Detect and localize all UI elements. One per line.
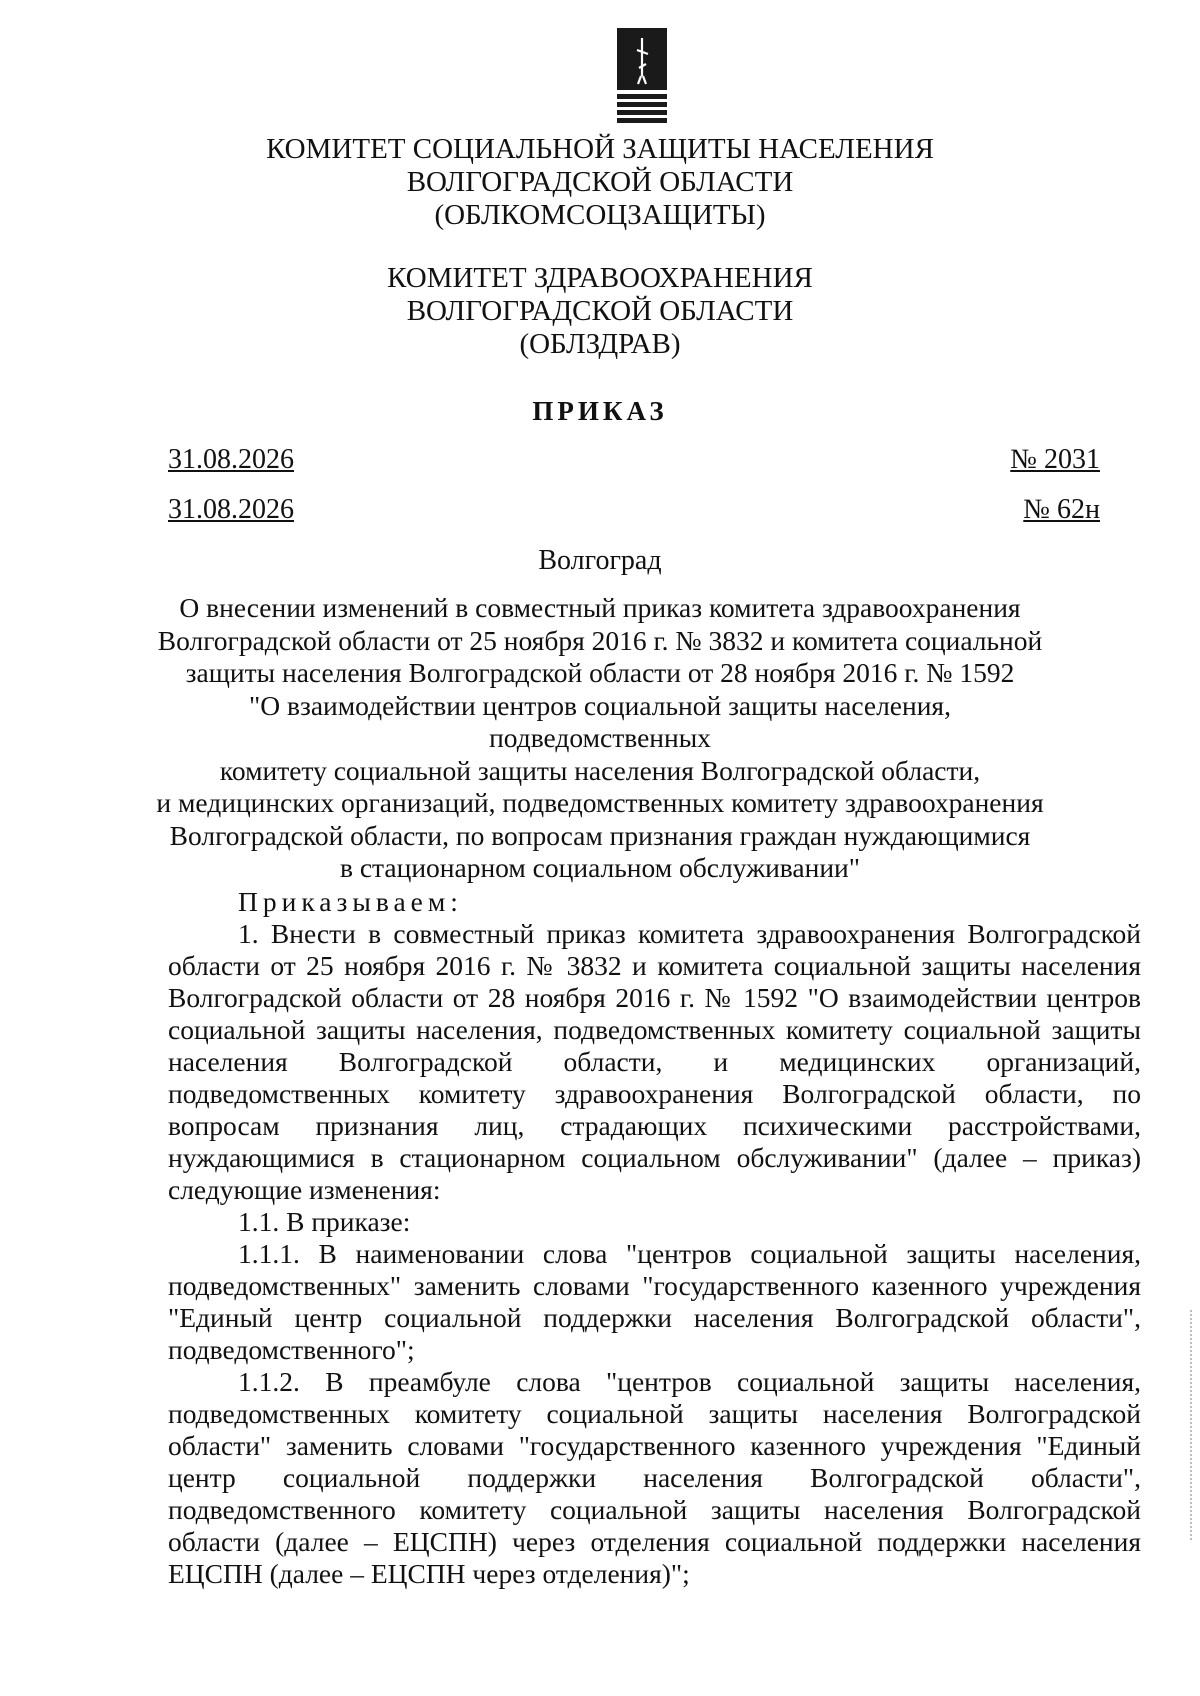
subject-line: О внесении изменений в совместный приказ комитета здравоохранения xyxy=(179,592,1021,623)
body-paragraph: 1.1. В приказе: xyxy=(238,1206,411,1237)
order-body xyxy=(168,886,1141,1590)
org1-line: ВОЛГОГРАДСКОЙ ОБЛАСТИ xyxy=(406,166,794,198)
order-word: Приказываем: xyxy=(238,886,463,917)
registration-number: № 62н xyxy=(1023,494,1100,525)
registration-date: 31.08.2026 xyxy=(168,444,294,475)
subject-line: Волгоградской области, по вопросам признания граждан нуждающимися xyxy=(169,819,1031,851)
registration-date: 31.08.2026 xyxy=(168,494,294,525)
city-name: Волгоград xyxy=(538,545,662,576)
organization-1-heading xyxy=(0,133,1200,232)
subject-line: и медицинских организаций, подведомственных комитету здравоохранения xyxy=(156,787,1044,818)
subject-line: "О взаимодействии центров социальной защиты населения, подведомственных xyxy=(249,689,951,753)
org2-line: (ОБЛЗДРАВ) xyxy=(519,328,681,360)
org2-line: КОМИТЕТ ЗДРАВООХРАНЕНИЯ xyxy=(387,262,813,294)
org1-line: (ОБЛКОМСОЦЗАЩИТЫ) xyxy=(434,199,766,231)
subject-line: комитету социальной защиты населения Волгоградской области, xyxy=(219,754,981,786)
order-subject xyxy=(150,592,1050,885)
document-type-title: ПРИКАЗ xyxy=(532,396,668,426)
subject-line: защиты населения Волгоградской области от 28 ноября 2016 г. № 1592 xyxy=(185,657,1015,688)
coat-of-arms-emblem xyxy=(617,28,667,128)
subject-line: Волгоградской области от 25 ноября 2016 г. № 3832 и комитета социальной xyxy=(157,624,1043,656)
subject-line: в стационарном социальном обслуживании" xyxy=(339,852,860,883)
org2-line: ВОЛГОГРАДСКОЙ ОБЛАСТИ xyxy=(406,295,794,327)
body-paragraph: 1.1.1. В наименовании слова "центров социальной защиты населения, подведомственных" заменить словами "государственного казенного учреждения "Единый центр социальной поддержки населения Волгоградской области", подведомственного"; xyxy=(168,1238,1141,1365)
body-paragraph: 1. Внести в совместный приказ комитета здравоохранения Волгоградской области от 25 ноября 2016 г. № 3832 и комитета социальной защиты населения Волгоградской области от 28 ноября 2016 г. № 1592 "О взаимодействии центров социальной защиты населения, подведомственных комитету социальной защиты населения Волгоградской области, и медицинских организаций, подведомственных комитету здравоохранения Волгоградской области, по вопросам признания лиц, страдающих психическими расстройствами, нуждающимися в стационарном социальном обслуживании" (далее – приказ) следующие изменения: xyxy=(168,918,1141,1205)
registration-number: № 2031 xyxy=(1010,444,1100,475)
org1-line: КОМИТЕТ СОЦИАЛЬНОЙ ЗАЩИТЫ НАСЕЛЕНИЯ xyxy=(266,133,934,165)
organization-2-heading xyxy=(0,262,1200,361)
scan-edge-mark xyxy=(1190,1310,1195,1540)
body-paragraph: 1.1.2. В преамбуле слова "центров социальной защиты населения, подведомственных комитету социальной защиты населения Волгоградской области" заменить словами "государственного казенного учреждения "Единый центр социальной поддержки населения Волгоградской области", подведомственного комитету социальной защиты населения Волгоградской области (далее – ЕЦСПН) через отделения социальной поддержки населения ЕЦСПН (далее – ЕЦСПН через отделения)"; xyxy=(168,1366,1141,1589)
